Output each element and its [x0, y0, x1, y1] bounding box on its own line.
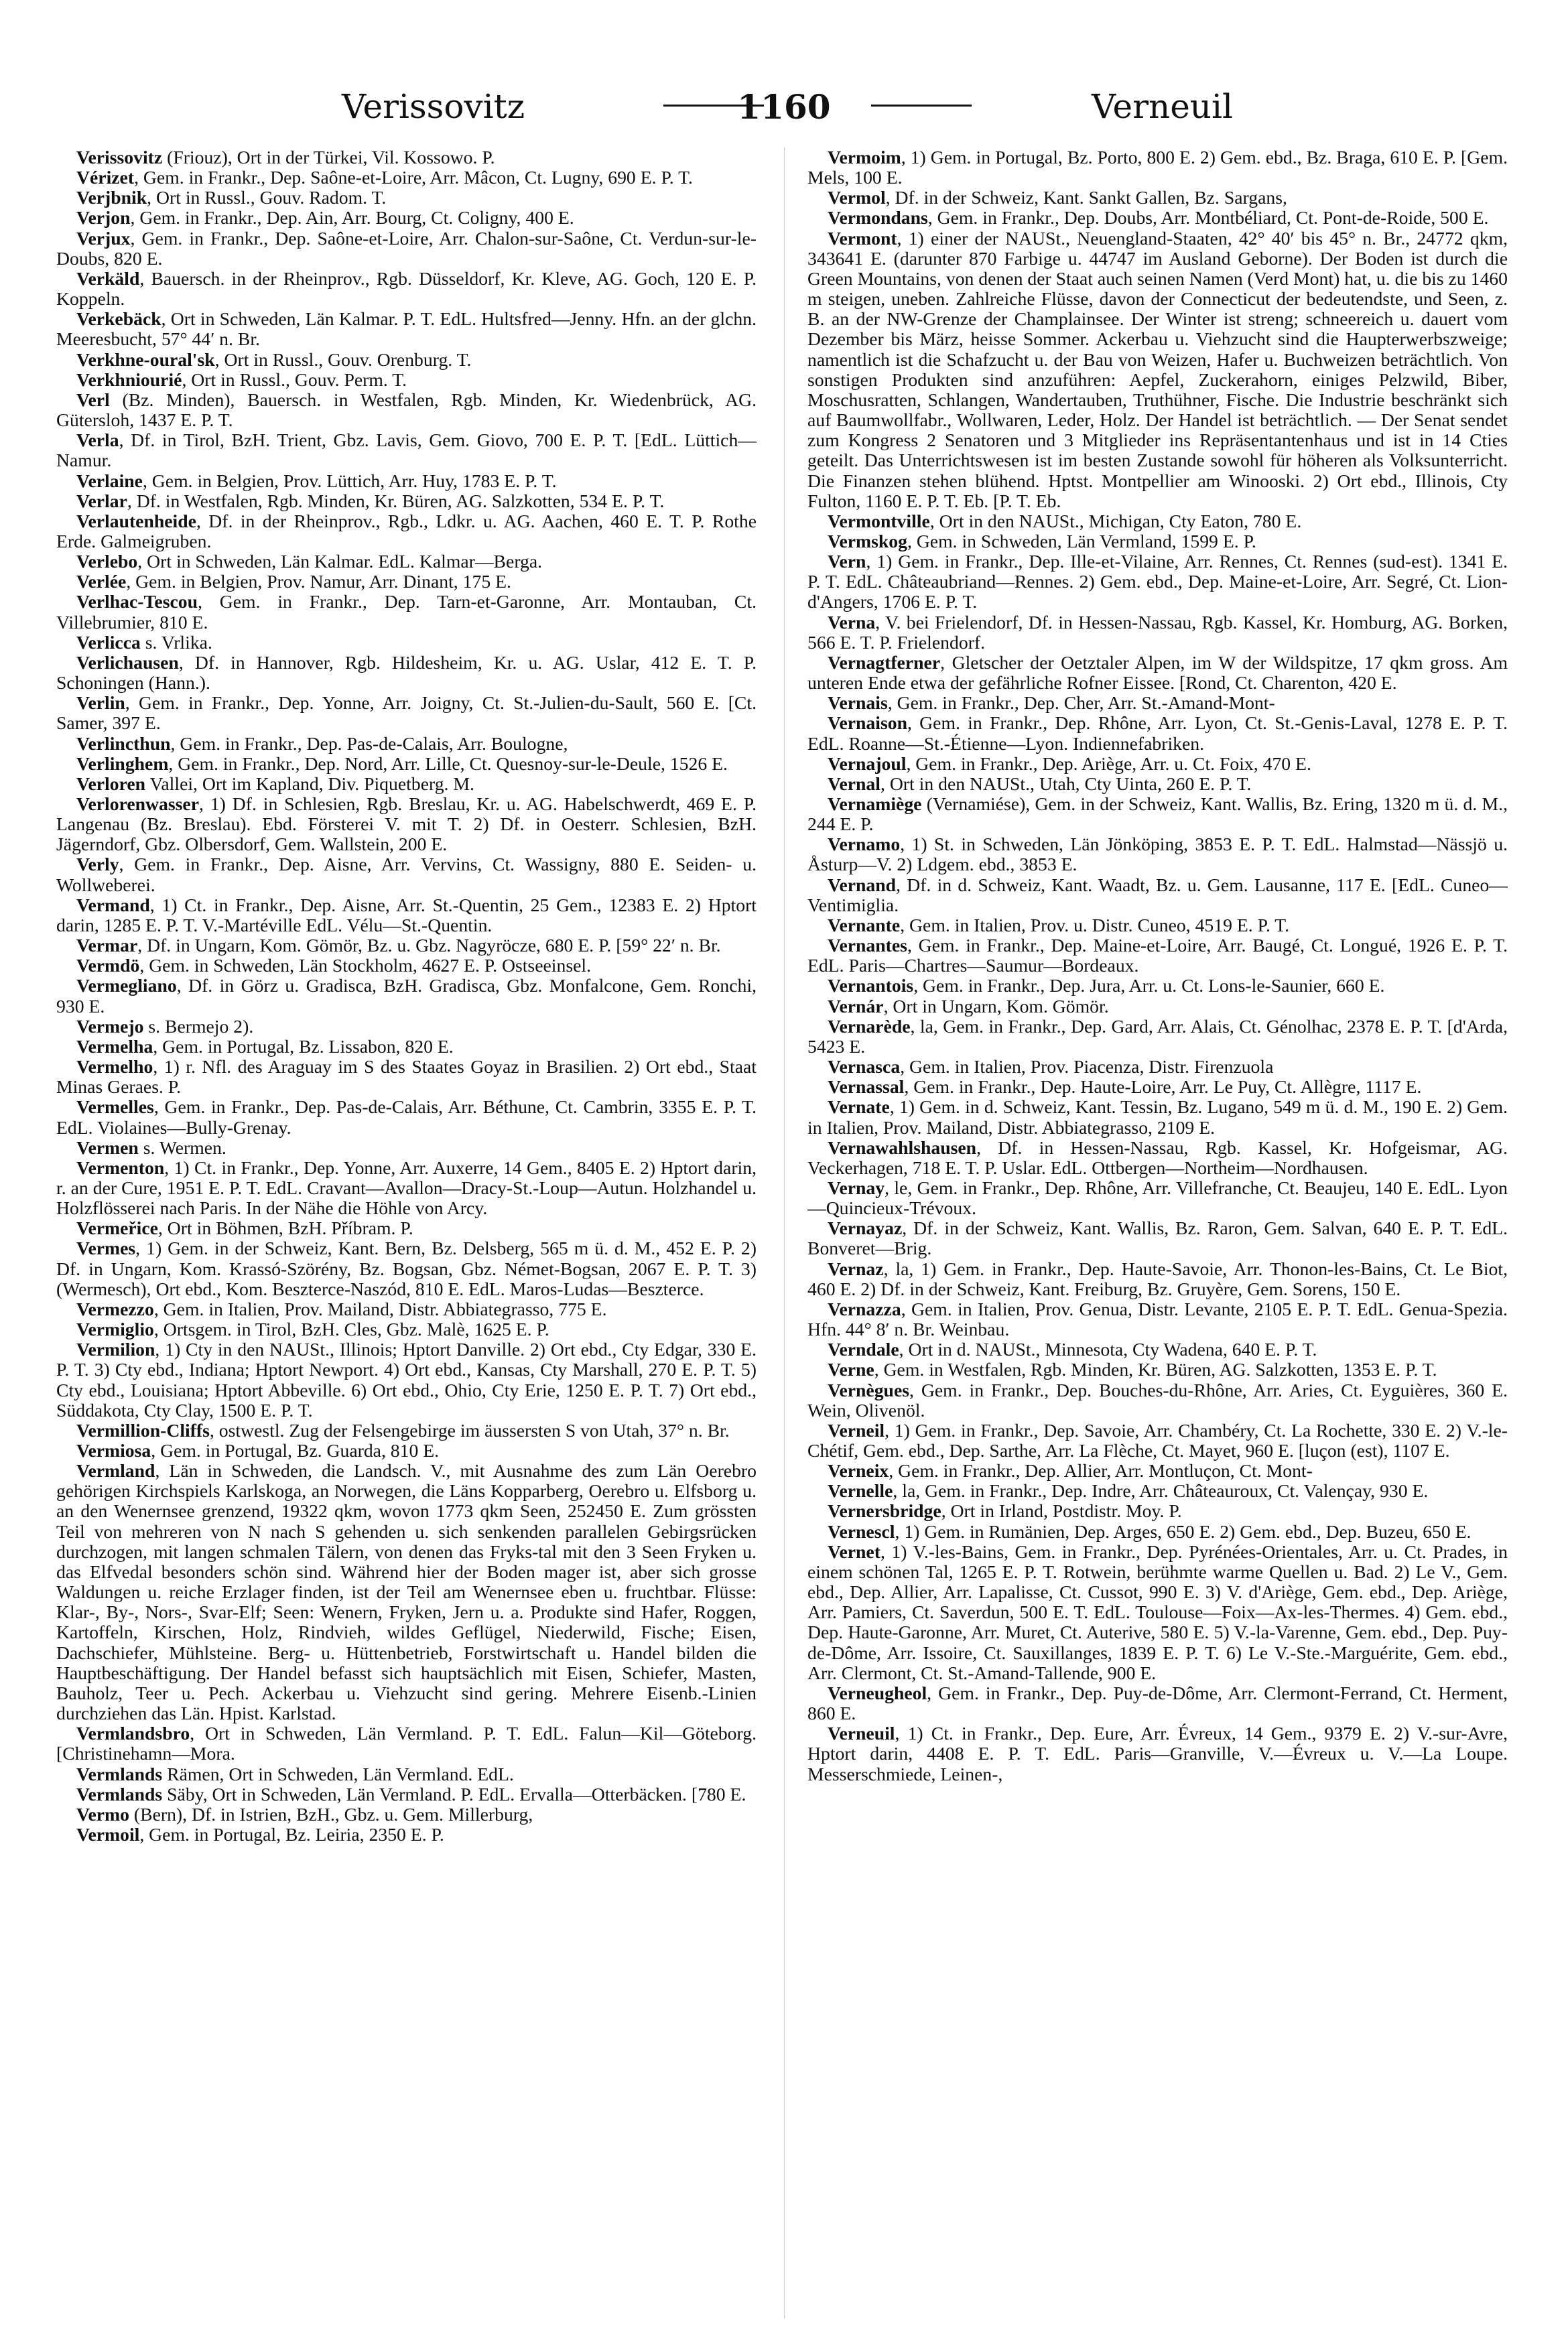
dictionary-entry: Vérizet, Gem. in Frankr., Dep. Saône-et-Loire, Arr. Mâcon, Ct. Lugny, 690 E. P. T.	[76, 167, 693, 188]
entry-headword: Vernagtferner	[828, 651, 941, 673]
dictionary-entry: Vermont, 1) einer der NAUSt., Neuengland-Staaten, 42° 40′ bis 45° n. Br., 24772 qkm, 343641 E. (darunter 870 Farbige u. 44747 im Ausland Geborne). Der Boden ist durch die Green Mountains, von denen der Staat auch seinen Namen (Verd Mont) hat, u. die bis zu 1460 m steigen, uneben. Zahlreiche Flüsse, davon der Connecticut der bedeutendste, und Seen, z. B. an der NW-Grenze der Champlainsee. Der Winter ist streng; schneereich u. dauert vom Dezember bis März, heisse Sommer. Ackerbau u. Viehzucht sind die Haupterwerbszweige; namentlich ist die Schafzucht u. der Bau von Weizen, Hafer u. Buchweizen beträchtlich. Von sonstigen Produkten sind anzuführen: Aepfel, Zuckerahorn, einiges Pelzwild, Biber, Moschusratten, Schlangen, Wandertauben, Truthühner, Fische. Die Industrie beschränkt sich auf Baumwollfabr., Wollwaren, Leder, Holz. Der Handel ist beträchtlich. — Der Senat sendet zum Kongress 2 Senatoren und 3 Mitglieder ins Repräsentantenhaus und ist in 14 Cties geteilt. Das Unterrichtswesen ist im besten Zustande sowohl für höheren als Volksunterricht. Die Finanzen stehen blühend. Hptst. Montpellier am Winooski. 2) Ort ebd., Illinois, Cty Fulton, 1160 E. P. T. Eb. [P. T. Eb.	[807, 227, 1508, 511]
dictionary-entry: Vernay, le, Gem. in Frankr., Dep. Rhône, Arr. Villefranche, Ct. Beaujeu, 140 E. EdL. Lyon—Quincieux-Trévoux.	[807, 1177, 1508, 1219]
dictionary-entry: Vermar, Df. in Ungarn, Kom. Gömör, Bz. u. Gbz. Nagyröcze, 680 E. P. [59° 22′ n. Br.	[76, 935, 721, 956]
entry-headword: Verneil	[828, 1419, 885, 1441]
dictionary-entry: Vermlands Säby, Ort in Schweden, Län Vermland. P. EdL. Ervalla—Otterbäcken. [780 E.	[76, 1783, 746, 1805]
entry-headword: Vermlands	[76, 1763, 163, 1784]
entry-headword: Vern	[828, 551, 866, 572]
dictionary-entry: Verneugheol, Gem. in Frankr., Dep. Puy-de-Dôme, Arr. Clermont-Ferrand, Ct. Herment, 860 E.	[807, 1682, 1508, 1724]
dictionary-entry: Verjux, Gem. in Frankr., Dep. Saône-et-Loire, Arr. Chalon-sur-Saône, Ct. Verdun-sur-le-Doubs, 820 E.	[56, 227, 757, 269]
entry-headword: Vermand	[76, 894, 150, 915]
dictionary-entry: Verloren Vallei, Ort im Kapland, Div. Piquetberg. M.	[76, 773, 474, 794]
entry-headword: Vermes	[76, 1238, 136, 1259]
dictionary-entry: Verissovitz (Friouz), Ort in der Türkei, Vil. Kossowo. P.	[76, 147, 495, 168]
entry-headword: Vermont	[828, 227, 897, 249]
entry-headword: Vernante	[828, 914, 901, 935]
entry-headword: Vermegliano	[76, 975, 177, 996]
dictionary-entry: Vermeřice, Ort in Böhmen, BzH. Příbram. P.	[76, 1218, 413, 1239]
dictionary-entry: Verkhniourié, Ort in Russl., Gouv. Perm. T.	[76, 369, 407, 390]
dictionary-entry: Verlin, Gem. in Frankr., Dep. Yonne, Arr. Joigny, Ct. St.-Julien-du-Sault, 560 E. [Ct. Samer, 397 E.	[56, 692, 757, 734]
right-column	[807, 147, 1508, 2325]
entry-headword: Verne	[828, 1359, 874, 1380]
entry-headword: Vermelha	[76, 1035, 153, 1057]
dictionary-entry: Vernár, Ort in Ungarn, Kom. Gömör.	[828, 995, 1109, 1017]
dictionary-entry: Vernaz, la, 1) Gem. in Frankr., Dep. Haute-Savoie, Arr. Thonon-les-Bains, Ct. Le Biot, 460 E. 2) Df. in der Schweiz, Kant. Freiburg, Bz. Gruyère, Gem. Sorens, 150 E.	[807, 1258, 1508, 1299]
dictionary-entry: Vernescl, 1) Gem. in Rumänien, Dep. Arges, 650 E. 2) Gem. ebd., Dep. Buzeu, 650 E.	[828, 1520, 1472, 1542]
entry-headword: Vermar	[76, 935, 138, 956]
entry-headword: Vermlandsbro	[76, 1723, 190, 1744]
dictionary-entry: Verkebäck, Ort in Schweden, Län Kalmar. P. T. EdL. Hultsfred—Jenny. Hfn. an der glchn. Meeresbucht, 57° 44′ n. Br.	[56, 308, 757, 350]
dictionary-entry: Vernersbridge, Ort in Irland, Postdistr. Moy. P.	[828, 1500, 1182, 1522]
dictionary-entry: Vermoil, Gem. in Portugal, Bz. Leiria, 2350 E. P.	[76, 1823, 444, 1845]
dictionary-entry: Verlhac-Tescou, Gem. in Frankr., Dep. Tarn-et-Garonne, Arr. Montauban, Ct. Villebrumier, 810 E.	[56, 591, 757, 633]
entry-headword: Vernasca	[828, 1056, 901, 1077]
entry-headword: Verla	[76, 430, 119, 451]
dictionary-entry: Verl (Bz. Minden), Bauersch. in Westfalen, Rgb. Minden, Kr. Wiedenbrück, AG. Gütersloh, 1437 E. P. T.	[56, 389, 757, 431]
dictionary-entry: Verlaine, Gem. in Belgien, Prov. Lüttich, Arr. Huy, 1783 E. P. T.	[76, 470, 557, 491]
entry-headword: Verlicca	[76, 631, 141, 653]
dictionary-entry: Verjon, Gem. in Frankr., Dep. Ain, Arr. Bourg, Ct. Coligny, 400 E.	[76, 207, 574, 228]
dictionary-entry: Vermelha, Gem. in Portugal, Bz. Lissabon, 820 E.	[76, 1035, 454, 1057]
dictionary-entry: Vermegliano, Df. in Görz u. Gradisca, BzH. Gradisca, Gbz. Monfalcone, Gem. Ronchi, 930 E.	[56, 975, 757, 1017]
entry-headword: Vérizet	[76, 167, 135, 188]
header-rule-right	[871, 105, 972, 107]
dictionary-entry: Vernet, 1) V.-les-Bains, Gem. in Frankr., Dep. Pyrénées-Orientales, Arr. u. Ct. Prades, in einem schönen Tal, 1265 E. P. T. Rotwein, berühmte warme Quellen u. Bad. 2) Le V., Gem. ebd., Dep. Allier, Arr. Lapalisse, Ct. Cussot, 990 E. 3) V. d'Ariège, Gem. ebd., Dep. Ariège, Arr. Pamiers, Ct. Saverdun, 500 E. T. EdL. Toulouse—Foix—Ax-les-Thermes. 4) Gem. ebd., Dep. Haute-Garonne, Arr. Muret, Ct. Auterive, 580 E. 5) V.-la-Varenne, Gem. ebd., Dep. Puy-de-Dôme, Arr. Issoire, Ct. Sauxillanges, 1839 E. P. T. 6) Le V.-Ste.-Marguérite, Gem. ebd., Arr. Clermont, Ct. St.-Amand-Tallende, 900 E.	[807, 1541, 1508, 1683]
entry-headword: Vermeřice	[76, 1218, 158, 1239]
running-head-left: Verissovitz	[342, 87, 525, 126]
dictionary-entry: Vermand, 1) Ct. in Frankr., Dep. Aisne, Arr. St.-Quentin, 25 Gem., 12383 E. 2) Hptort darin, 1285 E. P. T. V.-Martéville EdL. Vélu—St.-Quentin.	[56, 894, 757, 935]
entry-headword: Verneix	[828, 1460, 889, 1482]
dictionary-entry: Verlichausen, Df. in Hannover, Rgb. Hildesheim, Kr. u. AG. Uslar, 412 E. T. P. Schoningen (Hann.).	[56, 651, 757, 694]
dictionary-entry: Vernal, Ort in den NAUSt., Utah, Cty Uinta, 260 E. P. T.	[828, 773, 1252, 794]
dictionary-entry: Verlicca s. Vrlika.	[76, 631, 212, 653]
running-head-right: Verneuil	[1092, 87, 1233, 126]
dictionary-entry: Verla, Df. in Tirol, BzH. Trient, Gbz. Lavis, Gem. Giovo, 700 E. P. T. [EdL. Lüttich—Namur.	[56, 430, 757, 471]
dictionary-entry: Verlebo, Ort in Schweden, Län Kalmar. EdL. Kalmar—Berga.	[76, 551, 543, 572]
entry-headword: Vernamo	[828, 834, 901, 855]
entry-headword: Vernaz	[828, 1258, 884, 1279]
dictionary-entry: Vernamo, 1) St. in Schweden, Län Jönköping, 3853 E. P. T. EdL. Halmstad—Nässjö u. Åsturp—V. 2) Ldgem. ebd., 3853 E.	[807, 834, 1508, 875]
dictionary-entry: Verkhne-oural'sk, Ort in Russl., Gouv. Orenburg. T.	[76, 348, 472, 370]
entry-headword: Vermilion	[76, 1339, 155, 1360]
dictionary-entry: Verkäld, Bauersch. in der Rheinprov., Rgb. Düsseldorf, Kr. Kleve, AG. Goch, 120 E. P. Koppeln.	[56, 267, 757, 310]
entry-headword: Vermontville	[828, 510, 930, 531]
dictionary-entry: Vermilion, 1) Cty in den NAUSt., Illinois; Hptort Danville. 2) Ort ebd., Cty Edgar, 330 E. P. T. 3) Cty ebd., Indiana; Hptort Newport. 4) Ort ebd., Kansas, Cty Marshall, 270 E. P. T. 5) Cty ebd., Louisiana; Hptort Abbeville. 6) Ort ebd., Ohio, Cty Erie, 1250 E. P. T. 7) Ort ebd., Süddakota, Cty Clay, 1500 E. P. T.	[56, 1339, 757, 1421]
dictionary-entry: Vernassal, Gem. in Frankr., Dep. Haute-Loire, Arr. Le Puy, Ct. Allègre, 1117 E.	[828, 1076, 1422, 1098]
dictionary-entry: Verneuil, 1) Ct. in Frankr., Dep. Eure, Arr. Évreux, 14 Gem., 9379 E. 2) V.-sur-Avre, Hptort darin, 4408 E. P. T. EdL. Paris—Granville, V.—Évreux u. V.—La Loupe. Messerschmiede, Leinen-,	[807, 1723, 1508, 1784]
entry-headword: Vermoim	[828, 147, 901, 168]
entry-headword: Vermdö	[76, 955, 140, 976]
entry-headword: Vermoil	[76, 1823, 140, 1845]
entry-headword: Vernelle	[828, 1480, 893, 1502]
entry-headword: Vernantes	[828, 935, 907, 956]
entry-headword: Vernègues	[828, 1379, 910, 1400]
entry-headword: Vermillion-Cliffs	[76, 1419, 210, 1441]
entry-headword: Vermo	[76, 1803, 129, 1825]
dictionary-entry: Vernate, 1) Gem. in d. Schweiz, Kant. Tessin, Bz. Lugano, 549 m ü. d. M., 190 E. 2) Gem. in Italien, Prov. Mailand, Distr. Abbiategrasso, 2109 E.	[807, 1096, 1508, 1138]
dictionary-entry: Vermen s. Wermen.	[76, 1136, 226, 1158]
entry-headword: Vernantois	[828, 975, 914, 996]
dictionary-entry: Vernaison, Gem. in Frankr., Dep. Rhône, Arr. Lyon, Ct. St.-Genis-Laval, 1278 E. P. T. EdL. Roanne—St.-Étienne—Lyon. Indiennefabriken.	[807, 712, 1508, 754]
entry-headword: Verneuil	[828, 1723, 895, 1744]
entry-headword: Verlebo	[76, 551, 138, 572]
dictionary-entry: Vernelle, la, Gem. in Frankr., Dep. Indre, Arr. Châteauroux, Ct. Valençay, 930 E.	[828, 1480, 1429, 1502]
dictionary-entry: Vernègues, Gem. in Frankr., Dep. Bouches-du-Rhône, Arr. Aries, Ct. Eyguières, 360 E. Wein, Olivenöl.	[807, 1379, 1508, 1421]
dictionary-entry: Vernantes, Gem. in Frankr., Dep. Maine-et-Loire, Arr. Baugé, Ct. Longué, 1926 E. P. T. EdL. Paris—Chartres—Saumur—Bordeaux.	[807, 935, 1508, 976]
entry-headword: Vermen	[76, 1136, 139, 1158]
entry-headword: Vernay	[828, 1177, 885, 1198]
dictionary-entry: Vermontville, Ort in den NAUSt., Michigan, Cty Eaton, 780 E.	[828, 510, 1302, 531]
dictionary-entry: Vernawahlshausen, Df. in Hessen-Nassau, Rgb. Kassel, Kr. Hofgeismar, AG. Veckerhagen, 718 E. T. P. Uslar. EdL. Ottbergen—Northeim—Nordhausen.	[807, 1136, 1508, 1178]
entry-headword: Vernaison	[828, 712, 907, 734]
dictionary-entry: Vermiglio, Ortsgem. in Tirol, BzH. Cles, Gbz. Malè, 1625 E. P.	[76, 1319, 549, 1340]
entry-headword: Verkäld	[76, 267, 140, 289]
dictionary-entry: Verndale, Ort in d. NAUSt., Minnesota, Cty Wadena, 640 E. P. T.	[828, 1339, 1317, 1360]
dictionary-entry: Vermondans, Gem. in Frankr., Dep. Doubs, Arr. Montbéliard, Ct. Pont-de-Roide, 500 E.	[828, 207, 1489, 228]
dictionary-entry: Vermo (Bern), Df. in Istrien, BzH., Gbz. u. Gem. Millerburg,	[76, 1803, 533, 1825]
dictionary-entry: Vernamiège (Vernamiése), Gem. in der Schweiz, Kant. Wallis, Bz. Ering, 1320 m ü. d. M., 244 E. P.	[807, 793, 1508, 835]
entry-headword: Vermiosa	[76, 1440, 151, 1461]
entry-headword: Verkhne-oural'sk	[76, 348, 215, 370]
entry-headword: Verl	[76, 389, 110, 410]
dictionary-entry: Verne, Gem. in Westfalen, Rgb. Minden, Kr. Büren, AG. Salzkotten, 1353 E. P. T.	[828, 1359, 1437, 1380]
entry-headword: Verlinghem	[76, 753, 169, 774]
dictionary-entry: Vermlands Rämen, Ort in Schweden, Län Vermland. EdL.	[76, 1763, 514, 1784]
dictionary-entry: Vermol, Df. in der Schweiz, Kant. Sankt Gallen, Bz. Sargans,	[828, 187, 1287, 208]
entry-headword: Vernand	[828, 874, 897, 895]
entry-headword: Verna	[828, 611, 876, 633]
entry-headword: Verloren	[76, 773, 146, 794]
dictionary-entry: Vernagtferner, Gletscher der Oetztaler Alpen, im W der Wildspitze, 17 qkm gross. Am unteren Ende etwa der gefährliche Rofner Eissee. [Rond, Ct. Charenton, 420 E.	[807, 651, 1508, 694]
entry-headword: Vernassal	[828, 1076, 905, 1098]
dictionary-entry: Verlar, Df. in Westfalen, Rgb. Minden, Kr. Büren, AG. Salzkotten, 534 E. P. T.	[76, 490, 665, 511]
dictionary-entry: Verjbnik, Ort in Russl., Gouv. Radom. T.	[76, 187, 387, 208]
dictionary-entry: Vermelho, 1) r. Nfl. des Araguay im S des Staates Goyaz in Brasilien. 2) Ort ebd., Staat Minas Geraes. P.	[56, 1056, 757, 1098]
entry-headword: Verneugheol	[828, 1682, 927, 1703]
entry-headword: Verly	[76, 854, 119, 875]
entry-headword: Verndale	[828, 1339, 899, 1360]
entry-headword: Vermelles	[76, 1096, 154, 1118]
entry-headword: Verlorenwasser	[76, 793, 200, 814]
entry-headword: Verlhac-Tescou	[76, 591, 198, 612]
dictionary-entry: Vermenton, 1) Ct. in Frankr., Dep. Yonne, Arr. Auxerre, 14 Gem., 8405 E. 2) Hptort darin, r. an der Cure, 1951 E. P. T. EdL. Cravant—Avallon—Dracy-St.-Loup—Autun. Holzhandel u. Holzflösserei nach Paris. In der Nähe die Höhle von Arcy.	[56, 1157, 757, 1219]
page-header	[80, 75, 1488, 135]
dictionary-entry: Verly, Gem. in Frankr., Dep. Aisne, Arr. Vervins, Ct. Wassigny, 880 E. Seiden- u. Wollweberei.	[56, 854, 757, 895]
dictionary-entry: Verlinghem, Gem. in Frankr., Dep. Nord, Arr. Lille, Ct. Quesnoy-sur-le-Deule, 1526 E.	[76, 753, 728, 774]
dictionary-entry: Vernais, Gem. in Frankr., Dep. Cher, Arr. St.-Amand-Mont-	[828, 692, 1275, 714]
entry-headword: Verlautenheide	[76, 510, 196, 531]
dictionary-entry: Vermiosa, Gem. in Portugal, Bz. Guarda, 810 E.	[76, 1440, 440, 1461]
entry-headword: Verjux	[76, 227, 131, 249]
dictionary-entry: Vernante, Gem. in Italien, Prov. u. Distr. Cuneo, 4519 E. P. T.	[828, 914, 1290, 935]
entry-headword: Verjbnik	[76, 187, 147, 208]
dictionary-entry: Vernarède, la, Gem. in Frankr., Dep. Gard, Arr. Alais, Ct. Génolhac, 2378 E. P. T. [d'Arda, 5423 E.	[807, 1015, 1508, 1057]
entry-headword: Vermskog	[828, 530, 907, 551]
entry-headword: Vermondans	[828, 207, 928, 228]
entry-headword: Vermezzo	[76, 1298, 154, 1319]
left-column	[56, 147, 757, 2325]
dictionary-entry: Vermezzo, Gem. in Italien, Prov. Mailand, Distr. Abbiategrasso, 775 E.	[76, 1298, 607, 1319]
entry-headword: Vernescl	[828, 1520, 895, 1542]
entry-headword: Verlar	[76, 490, 127, 511]
page-number: 1160	[737, 87, 831, 127]
entry-headword: Vernarède	[828, 1015, 911, 1037]
dictionary-entry: Verlautenheide, Df. in der Rheinprov., Rgb., Ldkr. u. AG. Aachen, 460 E. T. P. Rothe Erde. Galmeigruben.	[56, 510, 757, 551]
dictionary-entry: Vern, 1) Gem. in Frankr., Dep. Ille-et-Vilaine, Arr. Rennes, Ct. Rennes (sud-est). 1341 E. P. T. EdL. Châteaubriand—Rennes. 2) Gem. ebd., Dep. Maine-et-Loire, Arr. Segré, Ct. Lion-d'Angers, 1706 E. P. T.	[807, 551, 1508, 612]
dictionary-entry: Vernasca, Gem. in Italien, Prov. Piacenza, Distr. Firenzuola	[828, 1056, 1274, 1077]
column-divider	[784, 147, 785, 2318]
dictionary-entry: Vermillion-Cliffs, ostwestl. Zug der Felsengebirge im äussersten S von Utah, 37° n. Br.	[76, 1419, 730, 1441]
entry-headword: Verkebäck	[76, 308, 161, 330]
dictionary-entry: Verneix, Gem. in Frankr., Dep. Allier, Arr. Montluçon, Ct. Mont-	[828, 1460, 1313, 1482]
dictionary-entry: Vernayaz, Df. in der Schweiz, Kant. Wallis, Bz. Raron, Gem. Salvan, 640 E. P. T. EdL. Bonveret—Brig.	[807, 1218, 1508, 1259]
dictionary-entry: Vernantois, Gem. in Frankr., Dep. Jura, Arr. u. Ct. Lons-le-Saunier, 660 E.	[828, 975, 1385, 996]
entry-headword: Vermelho	[76, 1056, 153, 1077]
dictionary-entry: Vernajoul, Gem. in Frankr., Dep. Ariège, Arr. u. Ct. Foix, 470 E.	[828, 753, 1311, 774]
entry-headword: Verlichausen	[76, 651, 179, 673]
entry-headword: Vermol	[828, 187, 886, 208]
dictionary-entry: Vermskog, Gem. in Schweden, Län Vermland, 1599 E. P.	[828, 530, 1256, 551]
entry-headword: Vernajoul	[828, 753, 907, 774]
entry-headword: Vernár	[828, 995, 884, 1017]
dictionary-entry: Verlincthun, Gem. in Frankr., Dep. Pas-de-Calais, Arr. Boulogne,	[76, 732, 568, 754]
dictionary-entry: Vermlandsbro, Ort in Schweden, Län Vermland. P. T. EdL. Falun—Kil—Göteborg. [Christinehamn—Mora.	[56, 1723, 757, 1764]
entry-headword: Vernet	[828, 1541, 880, 1562]
dictionary-entry: Vermland, Län in Schweden, die Landsch. V., mit Ausnahme des zum Län Oerebro gehörigen Kirchspiels Karlskoga, an Norwegen, die Läns Kopparberg, Oerebro u. Elfsborg u. an den Wenernsee grenzend, 19322 qkm, wovon 1773 qkm Seen, 252450 E. Zum grössten Teil von mehreren von N nach S gehenden u. sich senkenden parallelen Gebirgsrücken durchzogen, mit langen schmalen Tälern, von denen das Fryks-tal mit den 3 Seen Fryken u. das Elfvedal besonders schön sind. Während hier der Boden mager ist, aber sich grosse Waldungen u. reiche Erzlager finden, ist der Teil am Wenernsee eben u. fruchtbar. Flüsse: Klar-, By-, Nors-, Svar-Elf; Seen: Wenern, Fryken, Jern u. a. Produkte sind Hafer, Roggen, Kartoffeln, Kirschen, Holz, Rindvieh, wildes Geflügel, Niederwild, Fische; Eisen, Dachschiefer, Mühlsteine. Berg- u. Hüttenbetrieb, Forstwirtschaft u. Handel bilden die Hauptbeschäftigung. Der Handel befasst sich hauptsächlich mit Eisen, Schiefer, Masten, Bauholz, Teer u. Pech. Ackerbau u. Viehzucht sind gering. Mehrere Eisenb.-Linien durchziehen das Län. Hpist. Karlstad.	[56, 1460, 757, 1724]
entry-headword: Verlée	[76, 571, 127, 592]
entry-headword: Vernate	[828, 1096, 890, 1118]
entry-headword: Vernayaz	[828, 1218, 903, 1239]
dictionary-entry: Vermes, 1) Gem. in der Schweiz, Kant. Bern, Bz. Delsberg, 565 m ü. d. M., 452 E. P. 2) Df. in Ungarn, Kom. Krassó-Szörény, Bz. Bogsan, Gbz. Német-Bogsan, 2067 E. P. T. 3) (Wermesch), Ort ebd., Kom. Beszterce-Naszód, 810 E. EdL. Maros-Ludas—Beszterce.	[56, 1238, 757, 1299]
entry-headword: Verlaine	[76, 470, 143, 491]
entry-headword: Vermenton	[76, 1157, 165, 1178]
dictionary-entry: Verneil, 1) Gem. in Frankr., Dep. Savoie, Arr. Chambéry, Ct. La Rochette, 330 E. 2) V.-le-Chétif, Gem. ebd., Dep. Sarthe, Arr. La Flèche, Ct. Mayet, 960 E. [luçon (est), 1107 E.	[807, 1419, 1508, 1461]
entry-headword: Verlin	[76, 692, 125, 714]
entry-headword: Vernamiège	[828, 793, 922, 814]
entry-headword: Vermland	[76, 1460, 155, 1482]
entry-headword: Vernersbridge	[828, 1500, 941, 1522]
entry-headword: Vermejo	[76, 1015, 144, 1037]
entry-headword: Vernais	[828, 692, 888, 714]
dictionary-entry: Verlée, Gem. in Belgien, Prov. Namur, Arr. Dinant, 175 E.	[76, 571, 511, 592]
entry-headword: Vernawahlshausen	[828, 1136, 977, 1158]
dictionary-entry: Vermelles, Gem. in Frankr., Dep. Pas-de-Calais, Arr. Béthune, Ct. Cambrin, 3355 E. P. T. EdL. Violaines—Bully-Grenay.	[56, 1096, 757, 1138]
dictionary-entry: Vermoim, 1) Gem. in Portugal, Bz. Porto, 800 E. 2) Gem. ebd., Bz. Braga, 610 E. P. [Gem. Mels, 100 E.	[807, 147, 1508, 188]
dictionary-entry: Verna, V. bei Frielendorf, Df. in Hessen-Nassau, Rgb. Kassel, Kr. Homburg, AG. Borken, 566 E. T. P. Frielendorf.	[807, 611, 1508, 653]
entry-headword: Vernal	[828, 773, 880, 794]
dictionary-entry: Verlorenwasser, 1) Df. in Schlesien, Rgb. Breslau, Kr. u. AG. Habelschwerdt, 469 E. P. Langenau (Bz. Breslau). Ebd. Försterei V. mit T. 2) Df. in Oesterr. Schlesien, BzH. Jägerndorf, Gbz. Olbersdorf, Gem. Wallstein, 200 E.	[56, 793, 757, 855]
dictionary-entry: Vermdö, Gem. in Schweden, Län Stockholm, 4627 E. P. Ostseeinsel.	[76, 955, 591, 976]
dictionary-entry: Vermejo s. Bermejo 2).	[76, 1015, 254, 1037]
entry-headword: Vermiglio	[76, 1319, 154, 1340]
entry-headword: Verissovitz	[76, 147, 163, 168]
dictionary-entry: Vernazza, Gem. in Italien, Prov. Genua, Distr. Levante, 2105 E. P. T. EdL. Genua-Spezia. Hfn. 44° 8′ n. Br. Weinbau.	[807, 1298, 1508, 1340]
entry-headword: Verlincthun	[76, 732, 171, 754]
entry-headword: Vermlands	[76, 1783, 163, 1805]
entry-headword: Vernazza	[828, 1298, 901, 1319]
entry-headword: Verjon	[76, 207, 131, 228]
entry-headword: Verkhniourié	[76, 369, 182, 390]
dictionary-entry: Vernand, Df. in d. Schweiz, Kant. Waadt, Bz. u. Gem. Lausanne, 117 E. [EdL. Cuneo—Ventimiglia.	[807, 874, 1508, 915]
